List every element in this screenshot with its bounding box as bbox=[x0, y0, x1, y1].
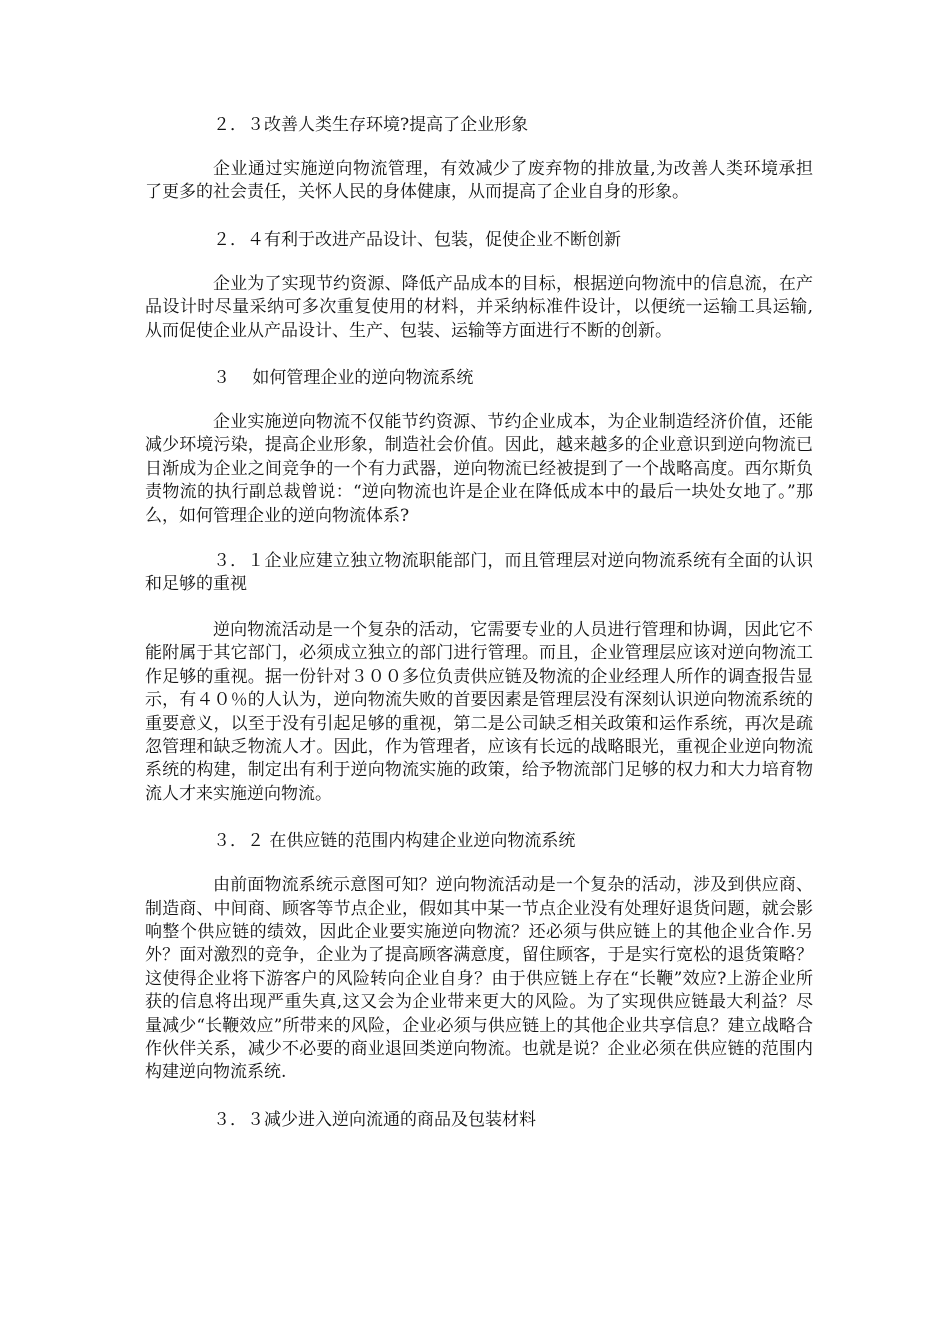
section-heading-3: ３ 如何管理企业的逆向物流系统 bbox=[213, 368, 474, 389]
section-heading-3-1: ３．１企业应建立独立物流职能部门，而且管理层对逆向物流系统有全面的认识和足够的重视 bbox=[145, 551, 813, 595]
paragraph-2-4: 企业为了实现节约资源、降低产品成本的目标，根据逆向物流中的信息流，在产品设计时尽量采纳可多次重复使用的材料，并采纳标准件设计，以便统一运输工具运输,从而促使企业从产品设计、生产、包装、运输等方面进行不断的创新。 bbox=[145, 273, 813, 341]
section-heading-3-2: ３．２ 在供应链的范围内构建企业逆向物流系统 bbox=[213, 831, 576, 852]
paragraph-3-2: 由前面物流系统示意图可知？逆向物流活动是一个复杂的活动，涉及到供应商、制造商、中间商、顾客等节点企业，假如其中某一节点企业没有处理好退货问题，就会影响整个供应链的绩效，因此企业要实施逆向物流？还必须与供应链上的其他企业合作.另外？面对激烈的竞争，企业为了提高顾客满意度，留住顾客，于是实行宽松的退货策略？这使得企业将下游客户的风险转向企业自身？由于供应链上存在“长鞭”效应?上游企业所获的信息将出现严重失真,这又会为企业带来更大的风险。为了实现供应链最大利益？尽量减少“长鞭效应”所带来的风险，企业必须与供应链上的其他企业共享信息？建立战略合作伙伴关系，减少不必要的商业退回类逆向物流。也就是说？企业必须在供应链的范围内构建逆向物流系统. bbox=[145, 875, 813, 1083]
paragraph-3-1: 逆向物流活动是一个复杂的活动，它需要专业的人员进行管理和协调，因此它不能附属于其它部门，必须成立独立的部门进行管理。而且，企业管理层应该对逆向物流工作足够的重视。据一份针对３００多位负责供应链及物流的企业经理人所作的调查报告显示，有４０％的人认为，逆向物流失败的首要因素是管理层没有深刻认识逆向物流系统的重要意义，以至于没有引起足够的重视，第二是公司缺乏相关政策和运作系统，再次是疏忽管理和缺乏物流人才。因此，作为管理者，应该有长远的战略眼光，重视企业逆向物流系统的构建，制定出有利于逆向物流实施的政策，给予物流部门足够的权力和大力培育物流人才来实施逆向物流。 bbox=[145, 619, 813, 804]
paragraph-2-3: 企业通过实施逆向物流管理，有效减少了废弃物的排放量,为改善人类环境承担了更多的社会责任，关怀人民的身体健康，从而提高了企业自身的形象。 bbox=[145, 159, 813, 203]
section-heading-2-4: ２．４有利于改进产品设计、包装，促使企业不断创新 bbox=[213, 229, 621, 250]
section-heading-3-3: ３．３减少进入逆向流通的商品及包装材料 bbox=[213, 1109, 536, 1130]
section-heading-2-3: ２．３改善人类生存环境?提高了企业形象 bbox=[213, 115, 529, 135]
document-page bbox=[145, 112, 813, 1153]
paragraph-3: 企业实施逆向物流不仅能节约资源、节约企业成本，为企业制造经济价值，还能减少环境污染，提高企业形象，制造社会价值。因此，越来越多的企业意识到逆向物流已日渐成为企业之间竞争的一个有力武器，逆向物流已经被提到了一个战略高度。西尔斯负责物流的执行副总裁曾说：“逆向物流也许是企业在降低成本中的最后一块处女地了。”那么，如何管理企业的逆向物流体系? bbox=[145, 412, 813, 526]
